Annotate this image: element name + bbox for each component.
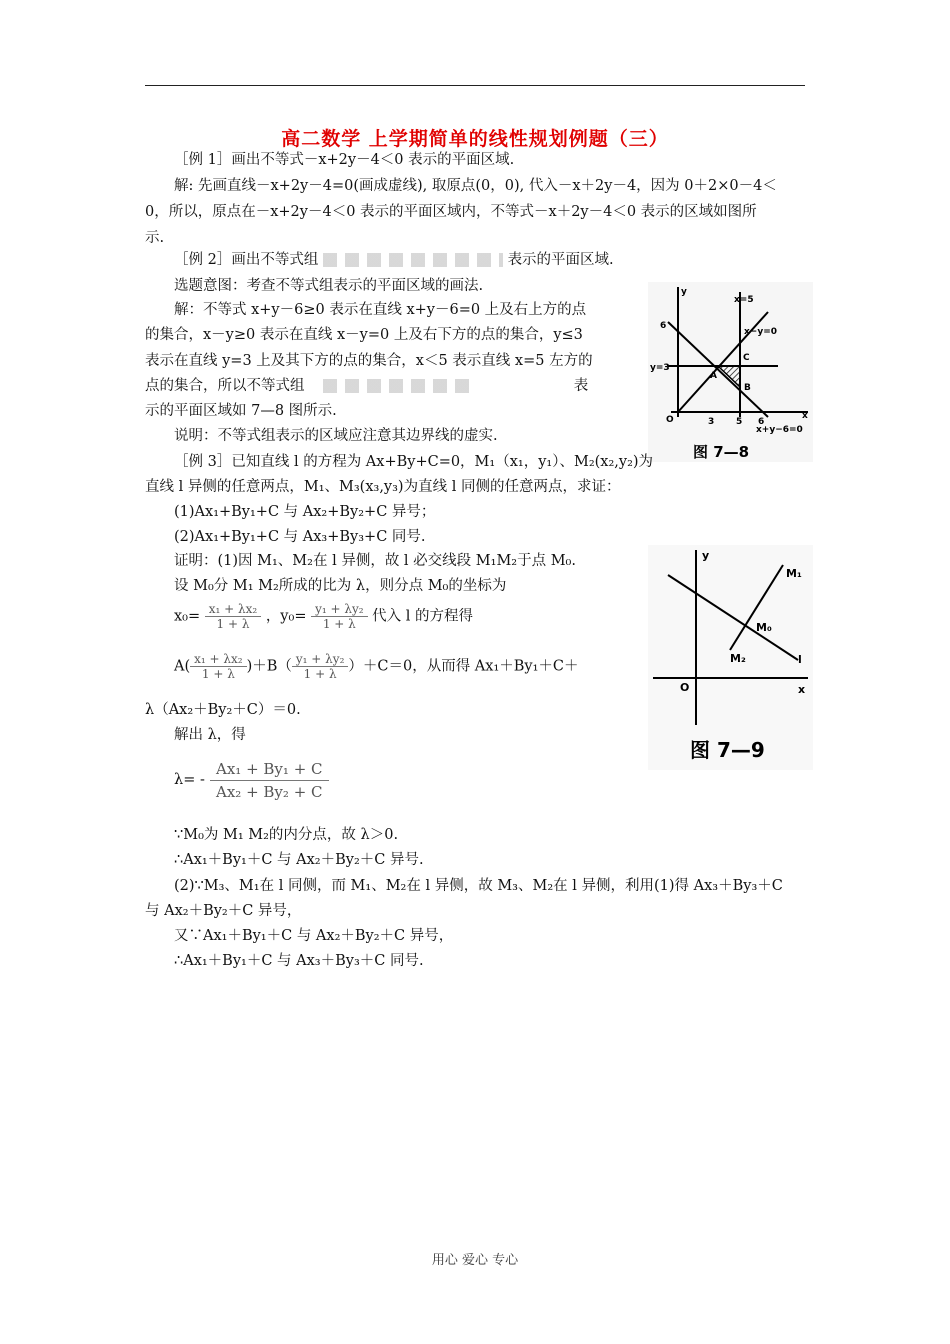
fig79-label-o: O (680, 681, 690, 694)
ex3-line5: 证明：(1)因 M₁、M₂在 l 异侧，故 l 必交线段 M₁M₂于点 M₀. (174, 553, 576, 569)
page-footer: 用心 爱心 专心 (431, 1253, 519, 1268)
ex2-line1-tail: 表示的平面区域. (507, 252, 614, 268)
ex1-line4: 示. (145, 230, 165, 246)
ex3-line3: (1)Ax₁+By₁+C 与 Ax₂+By₂+C 异号； (174, 504, 436, 520)
ex3-line12: (2)∵M₃、M₁在 l 同侧，而 M₁、M₂在 l 异侧，故 M₃、M₂在 l 异侧，利用(1)得 Ax₃＋By₃＋C (174, 878, 783, 894)
ex3-line14: 又∵Ax₁＋By₁＋C 与 Ax₂＋By₂＋C 异号， (174, 928, 454, 944)
ex3-line8: λ（Ax₂＋By₂＋C）＝0. (145, 702, 301, 718)
x0-label: x₀= (174, 608, 201, 625)
fig78-label-c: C (743, 353, 750, 363)
y0-fraction (311, 602, 367, 631)
fig78-label-x5: x=5 (734, 295, 754, 305)
inequality-system-image (323, 253, 503, 267)
fig78-caption: 图 7—8 (693, 443, 750, 461)
ex2-line3: 解：不等式 x+y－6≥0 表示在直线 x+y－6=0 上及右上方的点 (174, 302, 587, 318)
ex2-line2: 选题意图：考查不等式组表示的平面区域的画法. (174, 278, 484, 294)
ex3-line2: 直线 l 异侧的任意两点，M₁、M₃(x₃,y₃)为直线 l 同侧的任意两点，求证： (145, 479, 621, 495)
lambda-fraction (210, 758, 329, 803)
y0-numerator: y₁ + λy₂ (311, 602, 367, 617)
eq-b: )＋B（ (246, 658, 292, 675)
ex2-line4: 的集合，x－y≥0 表示在直线 x－y=0 上及右下方的点的集合，y≤3 (145, 327, 583, 343)
fig78-label-o: O (666, 415, 674, 425)
eq-y-numerator: y₁ + λy₂ (292, 652, 348, 667)
ex2-line6-tail: 表 (573, 378, 589, 394)
fig79-label-m2: M₂ (730, 652, 746, 665)
fig78-label-x: x (802, 411, 808, 421)
ex3-line10: ∵M₀为 M₁ M₂的内分点，故 λ＞0. (174, 827, 399, 843)
fig79-label-m0: M₀ (756, 621, 772, 634)
ex2-line6 (145, 376, 588, 396)
fig79-label-x: x (798, 683, 806, 696)
x0-numerator: x₁ + λx₂ (205, 602, 261, 617)
ex2-line1-text: ［例 2］画出不等式组 (174, 252, 319, 268)
ex3-line1: ［例 3］已知直线 l 的方程为 Ax+By+C=0，M₁（x₁，y₁）、M₂(x₂,y₂)为 (174, 454, 654, 470)
ex2-line8: 说明：不等式组表示的区域应注意其边界线的虚实. (174, 428, 498, 444)
x0-fraction (205, 602, 261, 631)
ex3-line11: ∴Ax₁＋By₁＋C 与 Ax₂＋By₂＋C 异号. (174, 852, 424, 868)
fig78-label-6x: 6 (758, 417, 765, 427)
fig78-label-3: 3 (708, 417, 715, 427)
x0-denominator: 1 + λ (216, 617, 250, 631)
eq-y-fraction (292, 652, 348, 681)
lambda-label: λ= - (174, 772, 205, 788)
fig78-label-y: y (681, 287, 687, 297)
eq-x-numerator: x₁ + λx₂ (190, 652, 246, 667)
substitute-text: 代入 l 的方程得 (372, 608, 474, 625)
lambda-numerator: Ax₁ + By₁ + C (210, 758, 329, 781)
eq-y-denominator: 1 + λ (303, 667, 337, 681)
fig79-caption: 图 7—9 (690, 738, 765, 762)
ex2-line1 (174, 250, 614, 270)
fig79-label-m1: M₁ (786, 567, 802, 580)
fig78-label-xpy: x+y−6=0 (756, 425, 803, 435)
figure-7-8 (648, 282, 813, 462)
eq-a: A( (174, 658, 191, 675)
y0-denominator: 1 + λ (322, 617, 356, 631)
ex3-coords (174, 602, 473, 631)
inequality-system-image-2 (323, 379, 473, 393)
ex2-line5: 表示在直线 y=3 上及其下方的点的集合，x＜5 表示直线 x=5 左方的 (145, 353, 593, 369)
fig78-label-5: 5 (736, 417, 743, 427)
fig78-label-b: B (744, 383, 751, 393)
ex3-line9: 解出 λ，得 (174, 727, 246, 743)
header-rule (145, 85, 805, 86)
ex2-line7: 示的平面区域如 7—8 图所示. (145, 403, 337, 419)
ex1-line3: 0，所以，原点在－x+2y－4＜0 表示的平面区域内，不等式－x＋2y－4＜0 表示的区域如图所 (145, 204, 757, 220)
ex3-equation (174, 652, 579, 681)
fig79-label-y: y (702, 549, 710, 562)
eq-x-denominator: 1 + λ (201, 667, 235, 681)
ex2-line6-text: 点的集合，所以不等式组 (145, 378, 305, 394)
ex3-line15: ∴Ax₁＋By₁＋C 与 Ax₃＋By₃＋C 同号. (174, 953, 424, 969)
eq-x-fraction (190, 652, 246, 681)
ex1-line2: 解: 先画直线－x+2y－4=0(画成虚线), 取原点(0，0), 代入－x＋2y－4，因为 0＋2×0－4＜ (174, 178, 777, 194)
eq-c: ）＋C＝0，从而得 Ax₁＋By₁＋C＋ (348, 658, 579, 675)
ex3-line4: (2)Ax₁+By₁+C 与 Ax₃+By₃+C 同号. (174, 529, 426, 545)
page-title: 高二数学 上学期简单的线性规划例题（三） (281, 128, 669, 150)
fig78-label-6y: 6 (660, 321, 667, 331)
y0-label: ，y₀= (265, 608, 307, 625)
fig78-label-xmy: x−y=0 (744, 327, 778, 337)
ex3-line6: 设 M₀分 M₁ M₂所成的比为 λ，则分点 M₀的坐标为 (174, 578, 507, 594)
ex3-line13: 与 Ax₂＋By₂＋C 异号， (145, 903, 302, 919)
lambda-denominator: Ax₂ + By₂ + C (216, 783, 323, 801)
fig78-label-a: A (710, 371, 717, 381)
figure-7-9 (648, 545, 813, 770)
fig78-label-y3: y=3 (650, 363, 670, 373)
ex1-line1: ［例 1］画出不等式－x+2y－4＜0 表示的平面区域. (174, 152, 515, 168)
fig79-label-l: l (798, 653, 802, 666)
